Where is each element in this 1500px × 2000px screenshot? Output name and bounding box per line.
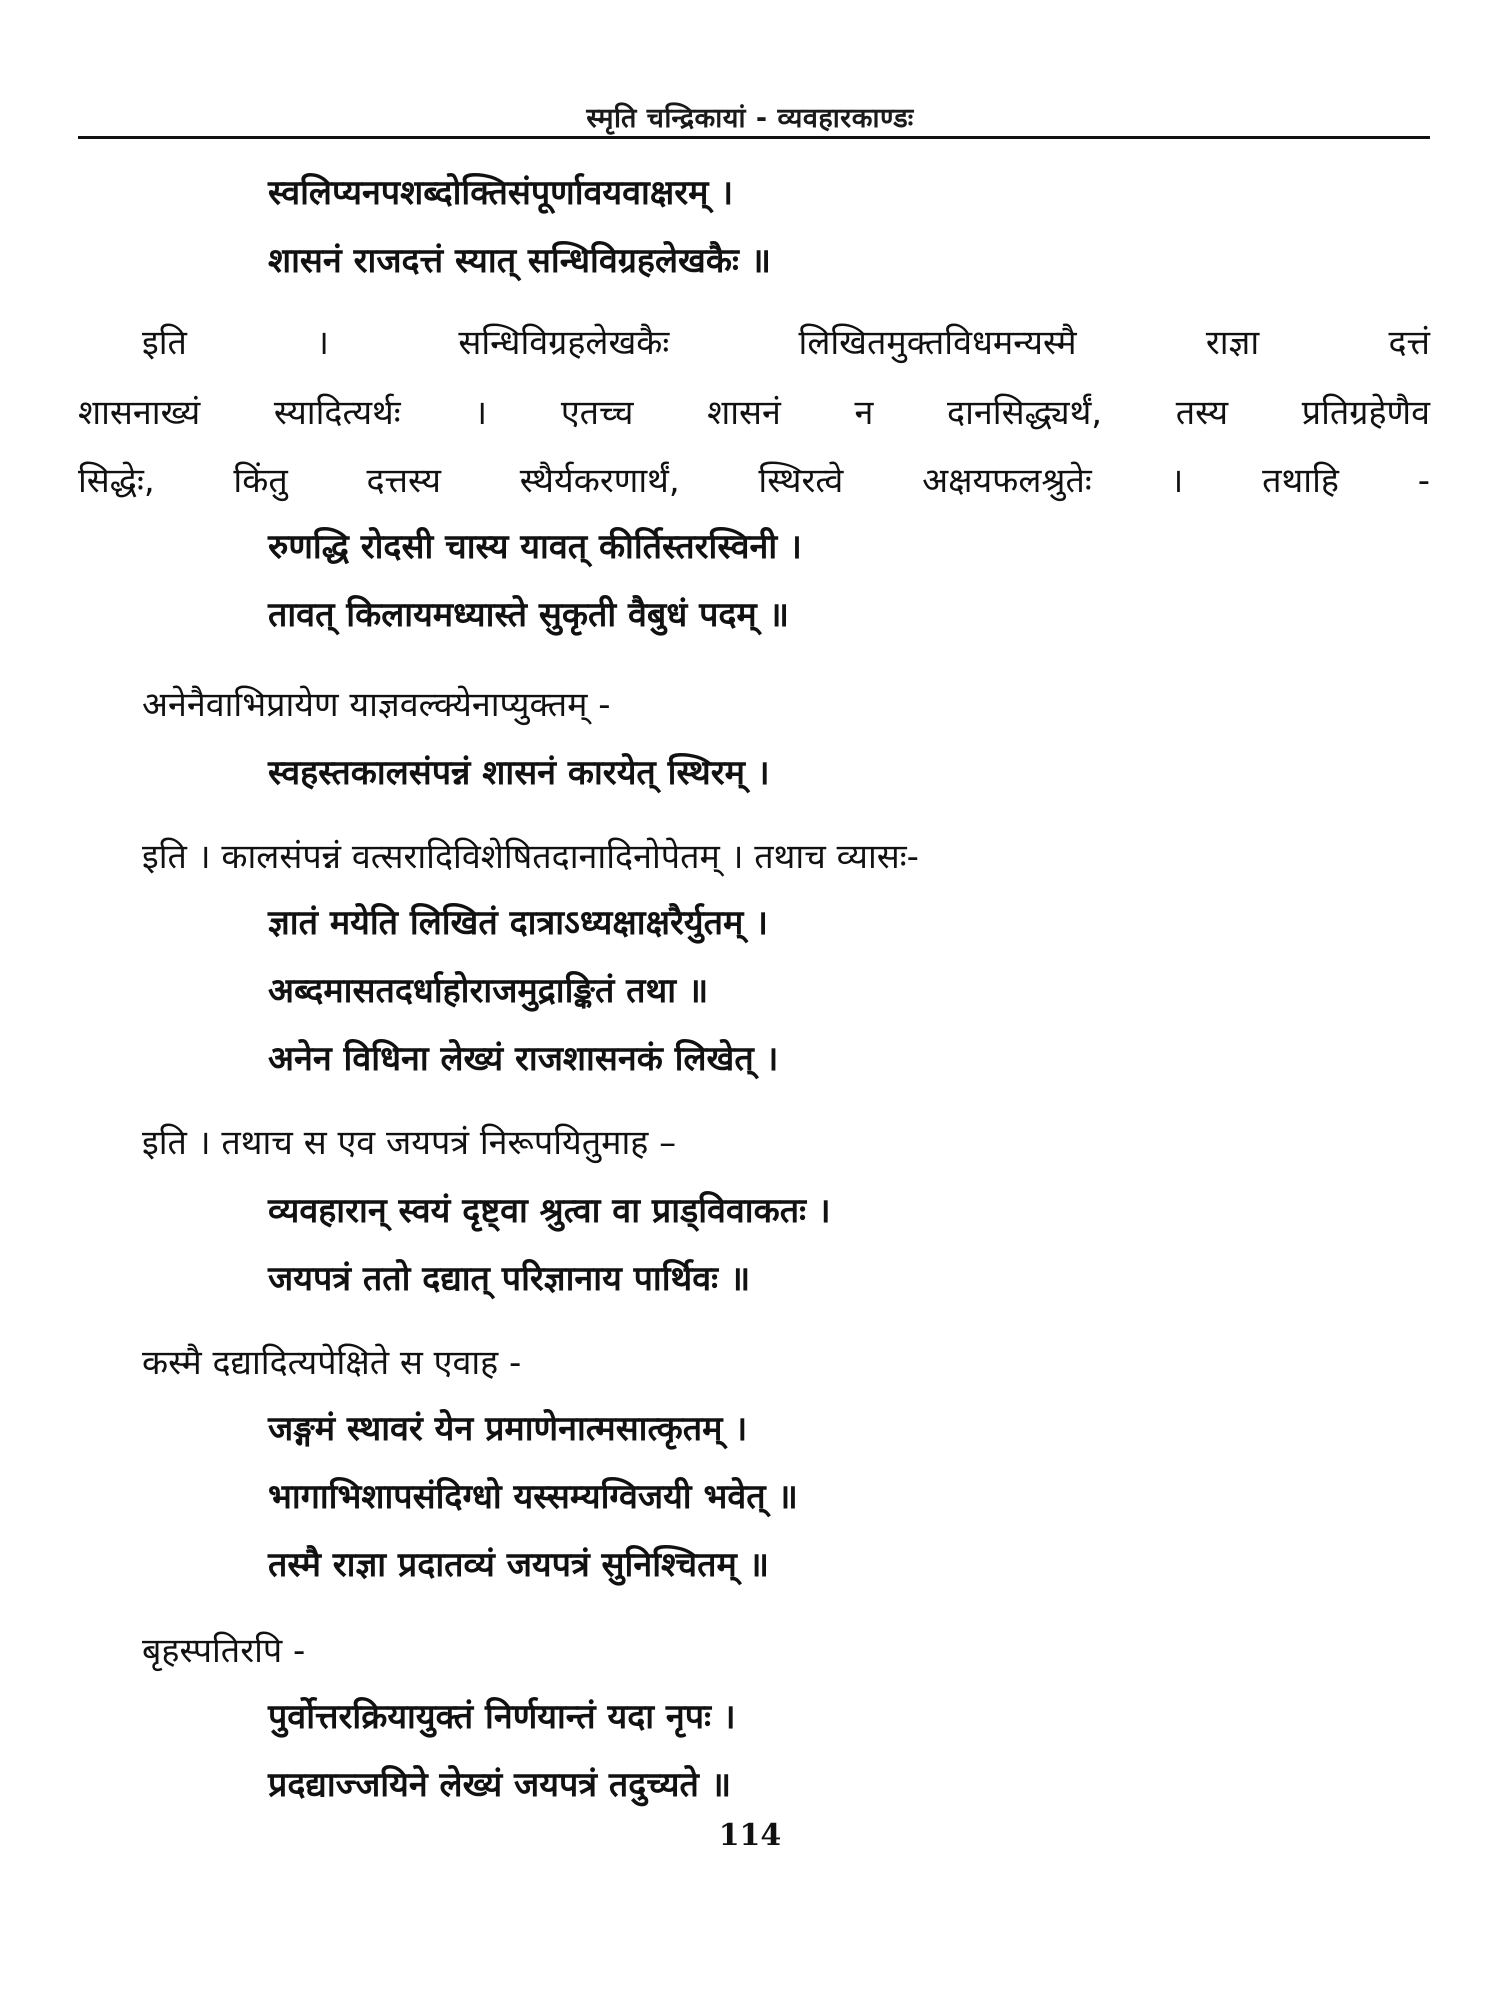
prose-line: इति । सन्धिविग्रहलेखकैः लिखितमुक्तविधमन्यस्मै राज्ञा दत्तं xyxy=(142,323,1430,363)
verse-line: स्वहस्तकालसंपन्नं शासनं कारयेत् स्थिरम् । xyxy=(268,753,770,793)
prose-line: सिद्धेः, किंतु दत्तस्य स्थैर्यकरणार्थं, स्थिरत्वे अक्षयफलश्रुतेः । तथाहि - xyxy=(78,461,1430,501)
verse-line: भागाभिशापसंदिग्धो यस्सम्यग्विजयी भवेत् ॥ xyxy=(268,1477,798,1517)
verse-line: जयपत्रं ततो दद्यात् परिज्ञानाय पार्थिवः ॥ xyxy=(268,1259,751,1299)
prose-line: शासनाख्यं स्यादित्यर्थः । एतच्च शासनं न दानसिद्ध्यर्थं, तस्य प्रतिग्रहेणैव xyxy=(78,393,1430,433)
verse-line: तावत् किलायमध्यास्ते सुकृती वैबुधं पदम् ॥ xyxy=(268,595,789,635)
prose-line: अनेनैवाभिप्रायेण याज्ञवल्क्येनाप्युक्तम् - xyxy=(142,685,611,725)
verse-line: तस्मै राज्ञा प्रदातव्यं जयपत्रं सुनिश्चितम् ॥ xyxy=(268,1545,769,1585)
verse-line: शासनं राजदत्तं स्यात् सन्धिविग्रहलेखकैः ॥ xyxy=(268,241,772,281)
prose-line: बृहस्पतिरपि - xyxy=(142,1631,306,1671)
verse-line: पुर्वोत्तरक्रियायुक्तं निर्णयान्तं यदा नृपः । xyxy=(268,1697,736,1737)
verse-line: व्यवहारान् स्वयं दृष्ट्वा श्रुत्वा वा प्राड्विवाकतः । xyxy=(268,1191,831,1231)
verse-line: ज्ञातं मयेति लिखितं दात्राऽध्यक्षाक्षरैर्युतम् । xyxy=(268,903,769,943)
verse-line: प्रदद्याज्जयिने लेख्यं जयपत्रं तदुच्यते ॥ xyxy=(268,1765,732,1805)
prose-line: कस्मै दद्यादित्यपेक्षिते स एवाह - xyxy=(142,1343,522,1383)
verse-line: जङ्गमं स्थावरं येन प्रमाणेनात्मसात्कृतम् । xyxy=(268,1409,748,1449)
verse-line: रुणद्धि रोदसी चास्य यावत् कीर्तिस्तरस्विनी । xyxy=(268,527,802,567)
header-rule xyxy=(78,136,1430,139)
verse-line: अब्दमासतदर्धाहोराजमुद्राङ्कितं तथा ॥ xyxy=(268,971,709,1011)
verse-line: अनेन विधिना लेख्यं राजशासनकं लिखेत् । xyxy=(268,1039,779,1079)
running-header: स्मृति चन्द्रिकायां - व्यवहारकाण्डः xyxy=(586,103,914,134)
prose-line: इति । कालसंपन्नं वत्सरादिविशेषितदानादिनोपेतम् । तथाच व्यासः- xyxy=(142,837,919,877)
verse-line: स्वलिप्यनपशब्दोक्तिसंपूर्णावयवाक्षरम् । xyxy=(268,173,734,213)
page-number: 114 xyxy=(718,1818,782,1853)
prose-line: इति । तथाच स एव जयपत्रं निरूपयितुमाह – xyxy=(142,1123,677,1163)
